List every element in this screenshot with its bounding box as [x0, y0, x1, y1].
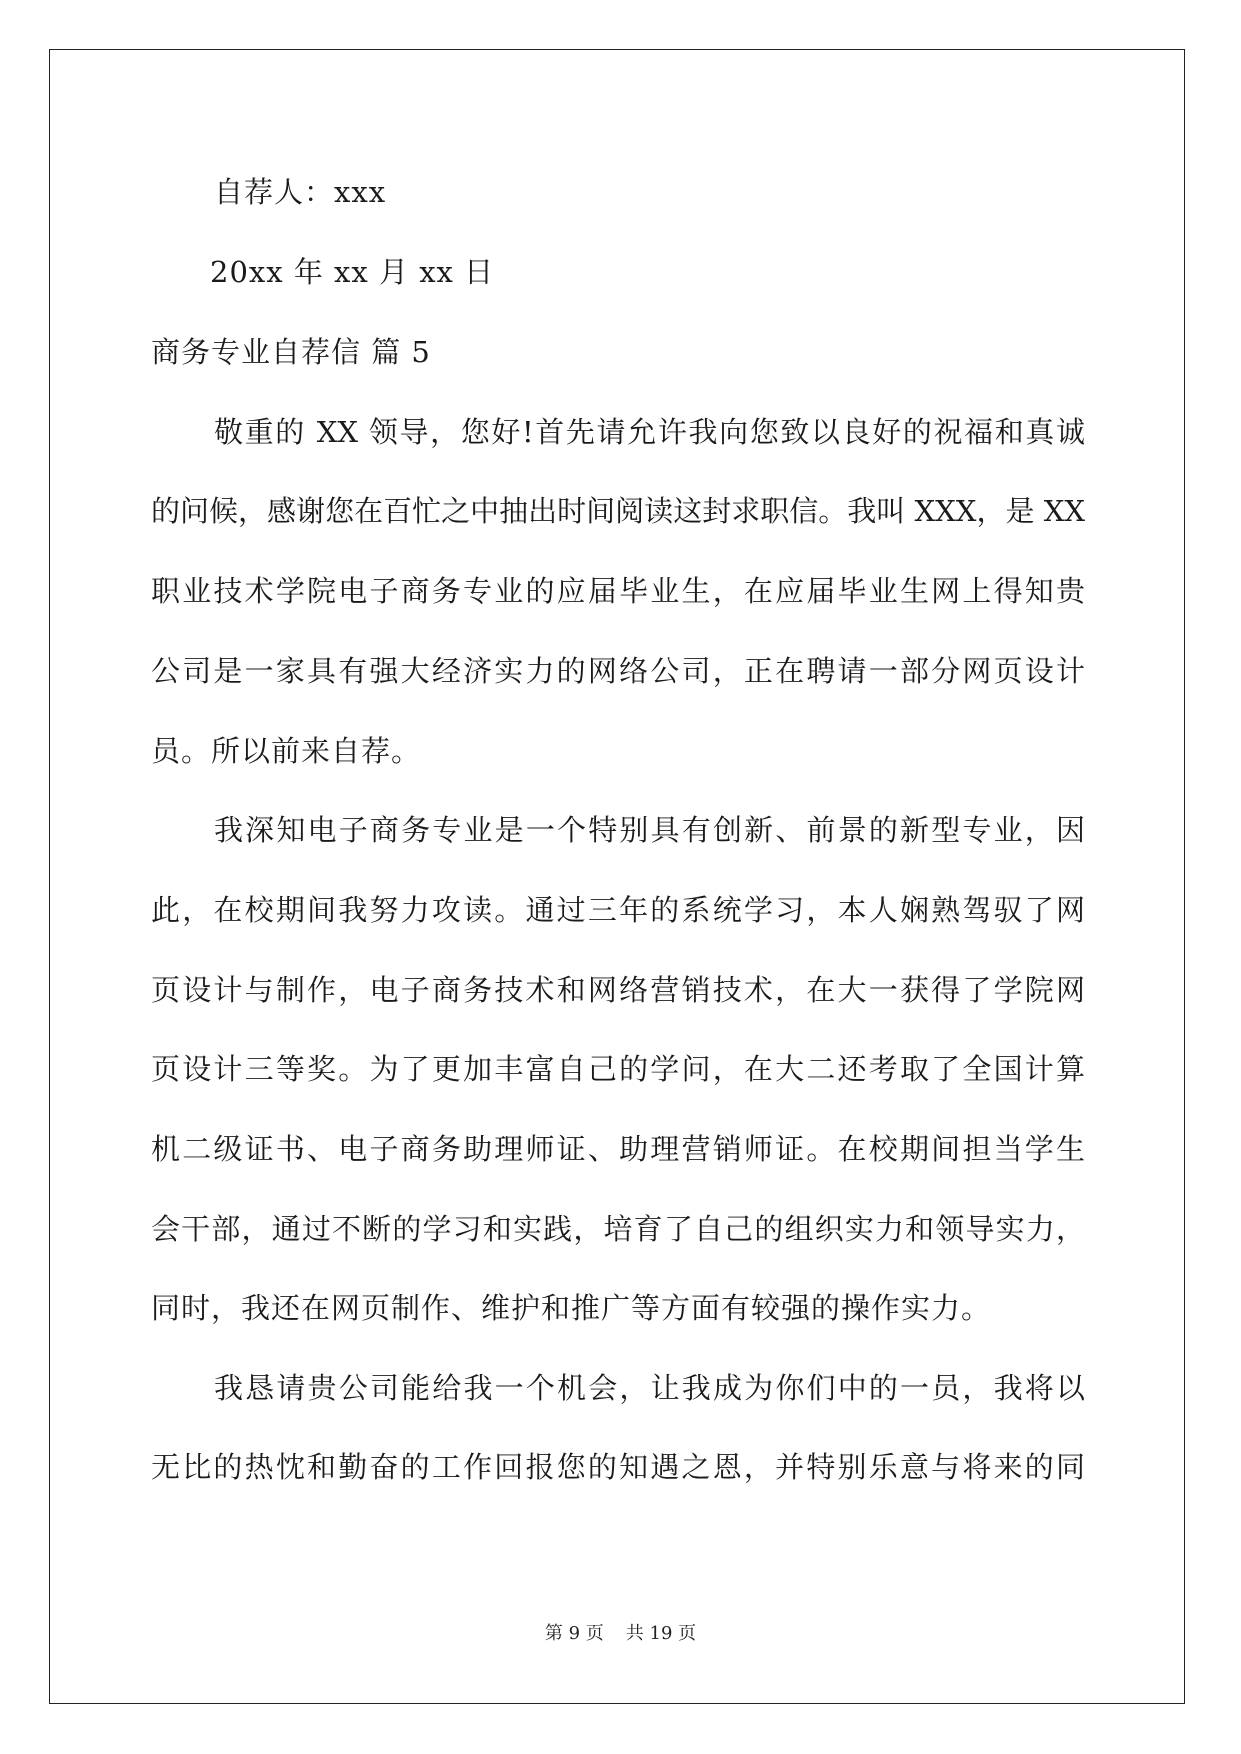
paragraph-1-line-2: 的问候，感谢您在百忙之中抽出时间阅读这封求职信。我叫 XXX，是 XX: [151, 494, 1085, 528]
paragraph-2-line-7: 同时，我还在网页制作、维护和推广等方面有较强的操作实力。: [151, 1291, 992, 1325]
paragraph-2-line-2: 此，在校期间我努力攻读。通过三年的系统学习，本人娴熟驾驭了网: [151, 893, 1085, 927]
paragraph-1-line-5: 员。所以前来自荐。: [151, 734, 422, 768]
signature-date: 20xx 年 xx 月 xx 日: [210, 255, 495, 289]
paragraph-2-line-4: 页设计三等奖。为了更加丰富自己的学问，在大二还考取了全国计算: [151, 1052, 1085, 1086]
section-title: 商务专业自荐信 篇 5: [151, 335, 431, 369]
page-footer: [0, 1622, 1241, 1646]
page-number: 第 9 页: [544, 1623, 604, 1644]
paragraph-1-line-1: 敬重的 XX 领导，您好!首先请允许我向您致以良好的祝福和真诚: [214, 415, 1085, 449]
paragraph-2-line-5: 机二级证书、电子商务助理师证、助理营销师证。在校期间担当学生: [151, 1132, 1085, 1166]
signature-label: 自荐人：xxx: [214, 175, 387, 209]
paragraph-1-line-3: 职业技术学院电子商务专业的应届毕业生，在应届毕业生网上得知贵: [151, 574, 1085, 608]
paragraph-2-line-1: 我深知电子商务专业是一个特别具有创新、前景的新型专业，因: [214, 813, 1085, 847]
page-total: 共 19 页: [625, 1623, 697, 1644]
paragraph-3-line-2: 无比的热忱和勤奋的工作回报您的知遇之恩，并特别乐意与将来的同: [151, 1450, 1085, 1484]
paragraph-1-line-4: 公司是一家具有强大经济实力的网络公司，正在聘请一部分网页设计: [151, 654, 1085, 688]
paragraph-3-line-1: 我恳请贵公司能给我一个机会，让我成为你们中的一员，我将以: [214, 1371, 1085, 1405]
paragraph-2-line-6: 会干部，通过不断的学习和实践，培育了自己的组织实力和领导实力，: [151, 1212, 1085, 1246]
paragraph-2-line-3: 页设计与制作，电子商务技术和网络营销技术，在大一获得了学院网: [151, 973, 1085, 1007]
